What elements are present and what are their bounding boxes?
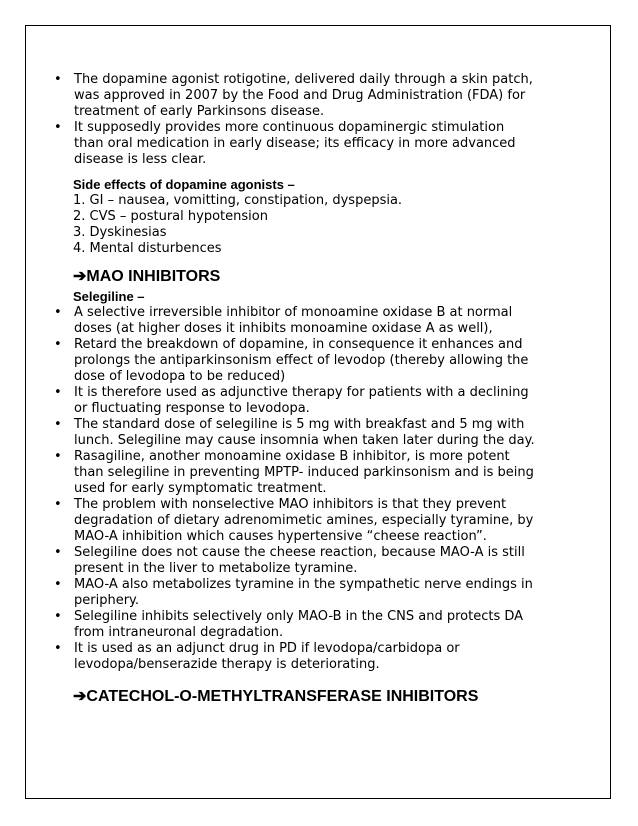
list-item: 2. CVS – postural hypotension bbox=[73, 209, 268, 224]
list-item: 1. GI – nausea, vomitting, constipation, dyspepsia. bbox=[73, 193, 403, 208]
list-item: • Selegiline does not cause the cheese reaction, because MAO-A is still present in the liver to metabolize tyramine. bbox=[37, 545, 542, 577]
list-item: • It is used as an adjunct drug in PD if levodopa/carbidopa or levodopa/benserazide therapy is deteriorating. bbox=[37, 641, 542, 673]
side-effects-list bbox=[73, 193, 574, 257]
list-item: • The problem with nonselective MAO inhibitors is that they prevent degradation of dietary adrenomimetic amines, especially tyramine, by MAO-A inhibition which causes hypertensive “cheese reaction”. bbox=[37, 497, 542, 545]
selegiline-subheading: Selegiline – bbox=[73, 289, 145, 304]
list-item: • Selegiline inhibits selectively only MAO-B in the CNS and protects DA from intraneuronal degradation. bbox=[37, 609, 542, 641]
list-item: 3. Dyskinesias bbox=[73, 225, 167, 240]
document-body bbox=[74, 72, 574, 707]
list-item: • MAO-A also metabolizes tyramine in the sympathetic nerve endings in periphery. bbox=[37, 577, 542, 609]
list-item: • Rasagiline, another monoamine oxidase B inhibitor, is more potent than selegiline in preventing MPTP- induced parkinsonism and is being used for early symptomatic treatment. bbox=[37, 449, 542, 497]
list-item: • It is therefore used as adjunctive therapy for patients with a declining or fluctuating response to levodopa. bbox=[37, 385, 542, 417]
list-item: • It supposedly provides more continuous dopaminergic stimulation than oral medication in early disease; its efficacy in more advanced disease is less clear. bbox=[37, 120, 537, 168]
list-item: 4. Mental disturbences bbox=[73, 241, 222, 256]
intro-bullet-list bbox=[37, 72, 537, 168]
side-effects-heading: Side effects of dopamine agonists – bbox=[73, 177, 295, 192]
list-item: • A selective irreversible inhibitor of monoamine oxidase B at normal doses (at higher doses it inhibits monoamine oxidase A as well), bbox=[37, 305, 542, 337]
comt-inhibitors-heading: ➔CATECHOL-O-METHYLTRANSFERASE INHIBITORS bbox=[73, 688, 479, 705]
list-item: • Retard the breakdown of dopamine, in consequence it enhances and prolongs the antiparkinsonism effect of levodop (thereby allowing the dose of levodopa to be reduced) bbox=[37, 337, 542, 385]
mao-inhibitors-heading: ➔MAO INHIBITORS bbox=[73, 268, 221, 285]
list-item: • The standard dose of selegiline is 5 mg with breakfast and 5 mg with lunch. Selegiline may cause insomnia when taken later during the day. bbox=[37, 417, 542, 449]
list-item: • The dopamine agonist rotigotine, delivered daily through a skin patch, was approved in 2007 by the Food and Drug Administration (FDA) for treatment of early Parkinsons disease. bbox=[37, 72, 537, 120]
mao-bullet-list bbox=[37, 305, 542, 673]
